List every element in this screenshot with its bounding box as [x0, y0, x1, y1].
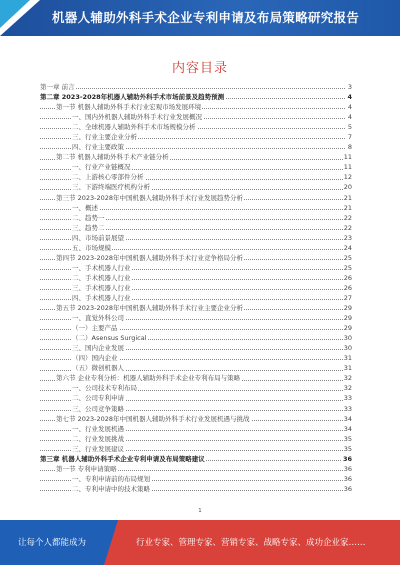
toc-entry-page: 23 [343, 233, 352, 242]
toc-entry[interactable] [40, 142, 352, 152]
toc-entry-page: 36 [343, 484, 352, 493]
toc-entry-title: 一、手术机器人行业 [72, 263, 131, 272]
toc-entry-page: 3 [347, 83, 352, 91]
toc-entry-title: 二、公司专利申请 [72, 394, 124, 403]
toc-entry-title: 第二章 2023-2028年机器人辅助外科手术市场前景及趋势预测 [40, 93, 225, 102]
toc-entry[interactable] [40, 102, 352, 112]
toc-entry-page: 21 [343, 193, 352, 202]
toc-entry[interactable] [40, 333, 352, 343]
toc-entry[interactable] [40, 152, 352, 162]
toc-entry[interactable] [40, 353, 352, 363]
toc-entry-title: 第七节 2023-2028年中国机器人辅助外科手术行业发展机遇与挑战 [56, 414, 250, 423]
toc-entry[interactable] [40, 92, 352, 102]
toc-entry[interactable] [40, 444, 352, 454]
toc-entry[interactable] [40, 213, 352, 223]
toc-entry-page: 22 [343, 223, 352, 232]
toc-entry-page: 4 [347, 113, 352, 122]
toc-entry[interactable] [40, 303, 352, 313]
toc-entry[interactable] [40, 323, 352, 333]
toc-entry-page: 34 [343, 414, 352, 423]
toc-entry-page: 36 [343, 464, 352, 473]
toc-entry-page: 31 [343, 364, 352, 373]
toc-entry[interactable] [40, 363, 352, 373]
toc-entry-title: 二、趋势一 [72, 213, 105, 222]
toc-entry[interactable] [40, 193, 352, 203]
toc-entry-page: 26 [343, 283, 352, 292]
toc-entry-title: 三、手术机器人行业 [72, 283, 131, 292]
toc-entry[interactable] [40, 263, 352, 273]
toc-entry[interactable] [40, 162, 352, 172]
toc-entry[interactable] [40, 434, 352, 444]
toc-entry-page: 21 [343, 203, 352, 212]
toc-entry-title: 一、行业发展机遇 [72, 424, 124, 433]
toc-entry-page: 4 [347, 93, 352, 102]
toc-entry-page: 30 [343, 344, 352, 353]
header-banner [0, 0, 400, 36]
toc-entry[interactable] [40, 484, 352, 494]
toc-entry-page: 32 [343, 374, 352, 383]
page-number: 1 [198, 508, 202, 514]
toc-entry-title: 四、手术机器人行业 [72, 293, 131, 302]
toc-entry-page: 20 [343, 183, 352, 192]
toc-entry[interactable] [40, 283, 352, 293]
toc-entry-title: 五、市场规模 [72, 243, 111, 252]
toc-entry-title: 第三章 机器人辅助外科手术企业专利申请及布局策略建议 [40, 454, 205, 463]
toc-entry-page: 34 [343, 424, 352, 433]
toc-entry-title: 二、行业发展挑战 [72, 434, 124, 443]
toc-entry[interactable] [40, 233, 352, 243]
toc-entry-page: 32 [343, 384, 352, 393]
toc-entry[interactable] [40, 404, 352, 414]
toc-entry-title: （五）微创机器人 [72, 364, 124, 373]
toc-entry[interactable] [40, 424, 352, 434]
toc-entry-page: 31 [343, 354, 352, 363]
toc-entry-title: 第三节 2023-2028年中国机器人辅助外科手术行业发展趋势分析 [56, 193, 243, 202]
toc-entry[interactable] [40, 132, 352, 142]
toc-entry-title: 三、下游终端医疗机构分析 [72, 183, 150, 192]
toc-entry-title: 三、趋势二 [72, 223, 105, 232]
toc-entry[interactable] [40, 414, 352, 424]
toc-entry[interactable] [40, 253, 352, 263]
header-corner-accent [0, 0, 30, 28]
toc-entry[interactable] [40, 243, 352, 253]
toc-entry[interactable] [40, 383, 352, 393]
toc-entry-title: 三、公司竞争策略 [72, 404, 124, 413]
toc-entry-title: （四）国内企业 [72, 354, 118, 363]
toc-entry-page: 29 [343, 314, 352, 323]
toc-entry-title: （一）主要产品 [72, 324, 118, 333]
toc-entry[interactable] [40, 454, 352, 464]
toc-entry-page: 27 [343, 293, 352, 302]
toc-heading: 内容目录 [171, 61, 228, 76]
toc-entry-page: 7 [347, 133, 352, 142]
toc-entry[interactable] [40, 82, 352, 92]
toc-entry-page: 33 [343, 394, 352, 403]
toc-entry-page: 24 [343, 243, 352, 252]
toc-entry[interactable] [40, 122, 352, 132]
toc-entry-page: 29 [343, 304, 352, 313]
toc-entry[interactable] [40, 182, 352, 192]
toc-entry-page: 26 [343, 273, 352, 282]
toc-entry-page: 8 [347, 143, 352, 152]
table-of-contents [40, 82, 352, 494]
toc-entry-title: 一、行业产业链概况 [72, 163, 131, 172]
toc-entry-page: 36 [343, 474, 352, 483]
toc-entry[interactable] [40, 203, 352, 213]
toc-entry-page: 11 [343, 163, 352, 172]
toc-entry-title: （二）Asensus Surgical [72, 334, 147, 343]
toc-entry[interactable] [40, 464, 352, 474]
toc-entry[interactable] [40, 273, 352, 283]
toc-entry-page: 22 [343, 213, 352, 222]
footer-slogan-left: 让每个人都能成为 [18, 538, 87, 548]
toc-entry-page: 4 [347, 103, 352, 112]
toc-entry[interactable] [40, 172, 352, 182]
toc-entry-title: 第一节 专利申请策略 [56, 464, 117, 473]
toc-entry-page: 25 [343, 253, 352, 262]
toc-entry-page: 5 [347, 123, 352, 132]
toc-entry-title: 第四节 2023-2028年中国机器人辅助外科手术行业竞争格局分析 [56, 253, 243, 262]
toc-entry-title: 一、国内外机器人辅助外科手术行业发展概况 [72, 113, 202, 122]
toc-entry[interactable] [40, 112, 352, 122]
toc-entry-title: 三、行业主要企业分析 [72, 133, 137, 142]
toc-entry-page: 29 [343, 324, 352, 333]
toc-entry-title: 一、直觉外科公司 [72, 314, 124, 323]
toc-leader-dots [40, 88, 345, 89]
toc-entry-title: 二、专利申请中的技术策略 [72, 484, 150, 493]
toc-entry-title: 二、手术机器人行业 [72, 273, 131, 282]
toc-entry-title: 第一章 前言 [40, 83, 75, 91]
toc-entry[interactable] [40, 223, 352, 233]
toc-entry-title: 第五节 2023-2028年中国机器人辅助外科手术行业主要企业分析 [56, 304, 243, 313]
toc-entry-page: 12 [343, 173, 352, 182]
toc-entry-title: 一、公司技术专利布局 [72, 384, 137, 393]
toc-entry-title: 二、上游核心零部件分析 [72, 173, 144, 182]
footer-slogan-right: 行业专家、管理专家、营销专家、战略专家、成功企业家…… [136, 538, 366, 548]
footer-banner [0, 520, 400, 565]
toc-entry-title: 一、概述 [72, 203, 98, 212]
toc-entry[interactable] [40, 373, 352, 383]
toc-entry-page: 30 [343, 334, 352, 343]
toc-entry-page: 33 [343, 404, 352, 413]
report-title: 机器人辅助外科手术企业专利申请及布局策略研究报告 [52, 10, 360, 25]
toc-entry[interactable] [40, 293, 352, 303]
toc-entry-page: 35 [343, 444, 352, 453]
toc-entry-title: 第一节 机器人辅助外科手术行业宏观市场发展环境 [56, 103, 202, 112]
toc-entry[interactable] [40, 474, 352, 484]
toc-entry-title: 三、国内企业发展 [72, 344, 124, 353]
toc-entry[interactable] [40, 393, 352, 403]
toc-entry-title: 第六节 企业专利分析：机器人辅助外科手术企业专利布局与策略 [56, 374, 241, 383]
toc-entry-page: 35 [343, 434, 352, 443]
toc-entry-page: 25 [343, 263, 352, 272]
toc-entry-title: 四、市场前景展望 [72, 233, 124, 242]
toc-entry[interactable] [40, 313, 352, 323]
toc-entry-title: 四、行业主要政策 [72, 143, 124, 152]
toc-entry[interactable] [40, 343, 352, 353]
toc-entry-title: 第二节 机器人辅助外科手术产业链分析 [56, 153, 169, 162]
toc-entry-title: 三、行业发展建议 [72, 444, 124, 453]
toc-entry-title: 一、专利申请前的布局规划 [72, 474, 150, 483]
toc-entry-page: 36 [342, 454, 352, 463]
toc-entry-page: 11 [343, 153, 352, 162]
toc-entry-title: 二、全球机器人辅助外科手术市场规模分析 [72, 123, 196, 132]
